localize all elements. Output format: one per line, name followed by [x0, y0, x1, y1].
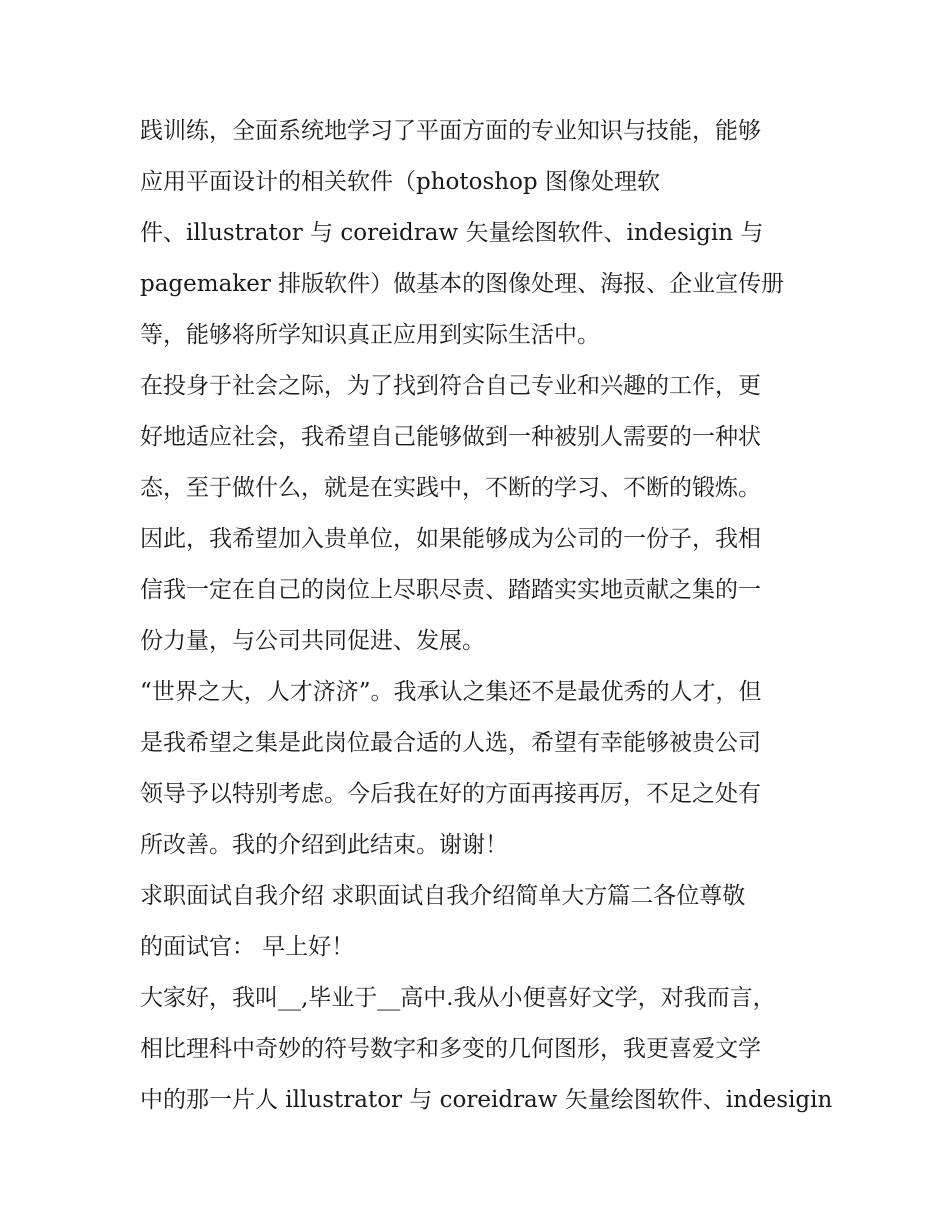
- text-line: 在投身于社会之际，为了找到符合自己专业和兴趣的工作，更: [140, 373, 761, 399]
- text-line: 份力量，与公司共同促进、发展。: [140, 628, 485, 654]
- text-line: 件、illustrator 与 coreidraw 矢量绘图软件、indesigin 与: [140, 220, 764, 246]
- text-line: 态，至于做什么，就是在实践中，不断的学习、不断的锻炼。: [140, 475, 761, 501]
- text-line: 因此，我希望加入贵单位，如果能够成为公司的一份子，我相: [140, 526, 761, 552]
- text-line: 相比理科中奇妙的符号数字和多变的几何图形，我更喜爱文学: [140, 1036, 761, 1062]
- text-line: 大家好，我叫__,毕业于__高中.我从小便喜好文学，对我而言，: [140, 985, 776, 1011]
- text-line: 是我希望之集是此岗位最合适的人选，希望有幸能够被贵公司: [140, 730, 761, 756]
- text-line: pagemaker 排版软件）做基本的图像处理、海报、企业宣传册: [140, 271, 785, 297]
- text-line: 践训练，全面系统地学习了平面方面的专业知识与技能，能够: [140, 118, 761, 144]
- document-body: [140, 106, 833, 1126]
- text-line: 求职面试自我介绍 求职面试自我介绍简单大方篇二各位尊敬: [140, 883, 746, 909]
- text-line: 的面试官： 早上好！: [140, 934, 355, 960]
- text-line: 所改善。我的介绍到此结束。谢谢！: [140, 832, 508, 858]
- text-line: 信我一定在自己的岗位上尽职尽责、踏踏实实地贡献之集的一: [140, 577, 761, 603]
- text-line: 领导予以特别考虑。今后我在好的方面再接再厉，不足之处有: [140, 781, 761, 807]
- text-line: 好地适应社会，我希望自己能够做到一种被别人需要的一种状: [140, 424, 761, 450]
- text-line: 等，能够将所学知识真正应用到实际生活中。: [140, 322, 600, 348]
- text-line: 应用平面设计的相关软件（photoshop 图像处理软: [140, 169, 660, 195]
- text-line: “世界之大，人才济济”。我承认之集还不是最优秀的人才，但: [140, 679, 762, 705]
- text-line: 中的那一片人 illustrator 与 coreidraw 矢量绘图软件、indesigin: [140, 1087, 833, 1113]
